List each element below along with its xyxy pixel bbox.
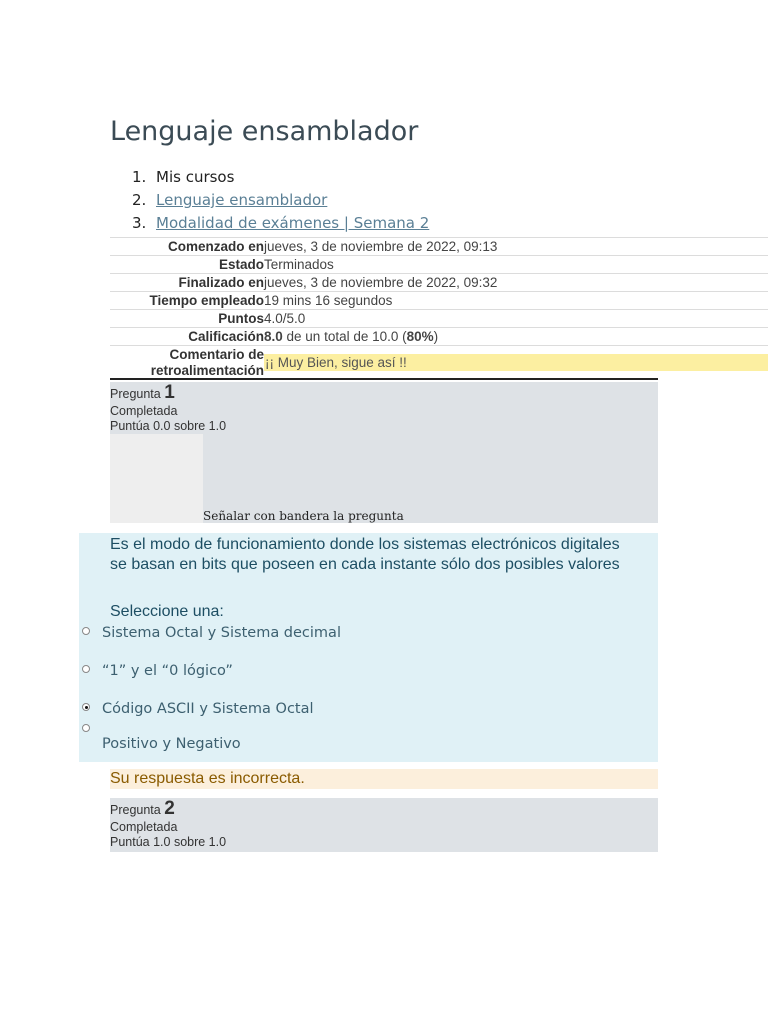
breadcrumb-link-course[interactable]: Lenguaje ensamblador [156, 191, 328, 209]
question-1-formulation [79, 533, 658, 762]
summary-row-points [110, 310, 768, 328]
grade-score: 8.0 [264, 329, 283, 344]
feedback-label: Comentario de retroalimentación [150, 346, 264, 378]
state-label: Estado [218, 257, 264, 272]
question-1-heading [110, 382, 658, 404]
summary-row-time [110, 292, 768, 310]
radio-button[interactable] [82, 627, 90, 635]
grade-middle: de un total de 10.0 ( [282, 329, 407, 344]
question-2-heading [110, 798, 658, 820]
answer-option-1-label: Sistema Octal y Sistema decimal [102, 625, 341, 641]
breadcrumb [132, 166, 429, 235]
answer-option-4-label: Positivo y Negativo [102, 736, 241, 752]
grade-value [264, 328, 768, 346]
question-2-info [110, 798, 658, 852]
time-label: Tiempo empleado [149, 293, 264, 308]
grade-percent: 80% [406, 329, 434, 344]
breadcrumb-link-mis-cursos[interactable]: Mis cursos [156, 168, 235, 186]
summary-row-finished [110, 274, 768, 292]
question-1-flag-area [110, 434, 203, 523]
question-2-score: Puntúa 1.0 sobre 1.0 [110, 835, 227, 849]
radio-button[interactable] [82, 665, 90, 673]
question-1-text: Es el modo de funcionamiento donde los sistemas electrónicos digitales se basan en bits que poseen en cada instante sólo dos posibles valores [110, 536, 620, 573]
summary-row-started [110, 238, 768, 256]
question-1-number: 1 [164, 382, 175, 403]
page-title: Lenguaje ensamblador [110, 116, 419, 147]
breadcrumb-item-exam[interactable] [132, 212, 429, 235]
question-1-prompt: Seleccione una: [110, 603, 224, 620]
feedback-cell [264, 346, 768, 380]
question-1-prefix: Pregunta [110, 387, 165, 401]
started-label: Comenzado en [167, 239, 264, 254]
feedback-value: ¡¡ Muy Bien, sigue así !! [264, 354, 768, 371]
question-2-status: Completada [110, 820, 178, 834]
finished-value: jueves, 3 de noviembre de 2022, 09:32 [264, 275, 498, 290]
grade-label: Calificación [188, 329, 264, 344]
summary-row-feedback [110, 346, 768, 380]
finished-label: Finalizado en [178, 275, 264, 290]
question-1-info [110, 382, 658, 523]
radio-button[interactable] [82, 724, 90, 732]
breadcrumb-number: 1. [132, 168, 147, 186]
breadcrumb-number: 2. [132, 191, 147, 209]
question-1-score: Puntúa 0.0 sobre 1.0 [110, 419, 227, 433]
question-2-prefix: Pregunta [110, 803, 165, 817]
points-label: Puntos [218, 311, 264, 326]
summary-row-grade [110, 328, 768, 346]
started-value: jueves, 3 de noviembre de 2022, 09:13 [264, 239, 498, 254]
summary-row-state [110, 256, 768, 274]
answer-option-3-label: Código ASCII y Sistema Octal [102, 701, 314, 717]
question-1-feedback: Su respuesta es incorrecta. [110, 769, 658, 789]
answer-option-2-label: “1” y el “0 lógico” [102, 663, 233, 679]
state-value: Terminados [264, 257, 334, 272]
radio-button-selected[interactable] [82, 703, 90, 711]
breadcrumb-item-mis-cursos[interactable] [132, 166, 429, 189]
attempt-summary-table [110, 237, 768, 379]
summary-divider [110, 378, 658, 380]
flag-question-link[interactable]: Señalar con bandera la pregunta [203, 509, 404, 523]
breadcrumb-link-exam[interactable]: Modalidad de exámenes | Semana 2 [156, 214, 430, 232]
breadcrumb-item-course[interactable] [132, 189, 429, 212]
question-1-status: Completada [110, 404, 178, 418]
breadcrumb-number: 3. [132, 214, 147, 232]
question-2-number: 2 [164, 798, 175, 819]
points-value: 4.0/5.0 [264, 311, 306, 326]
grade-end: ) [433, 329, 439, 344]
time-value: 19 mins 16 segundos [264, 293, 393, 308]
